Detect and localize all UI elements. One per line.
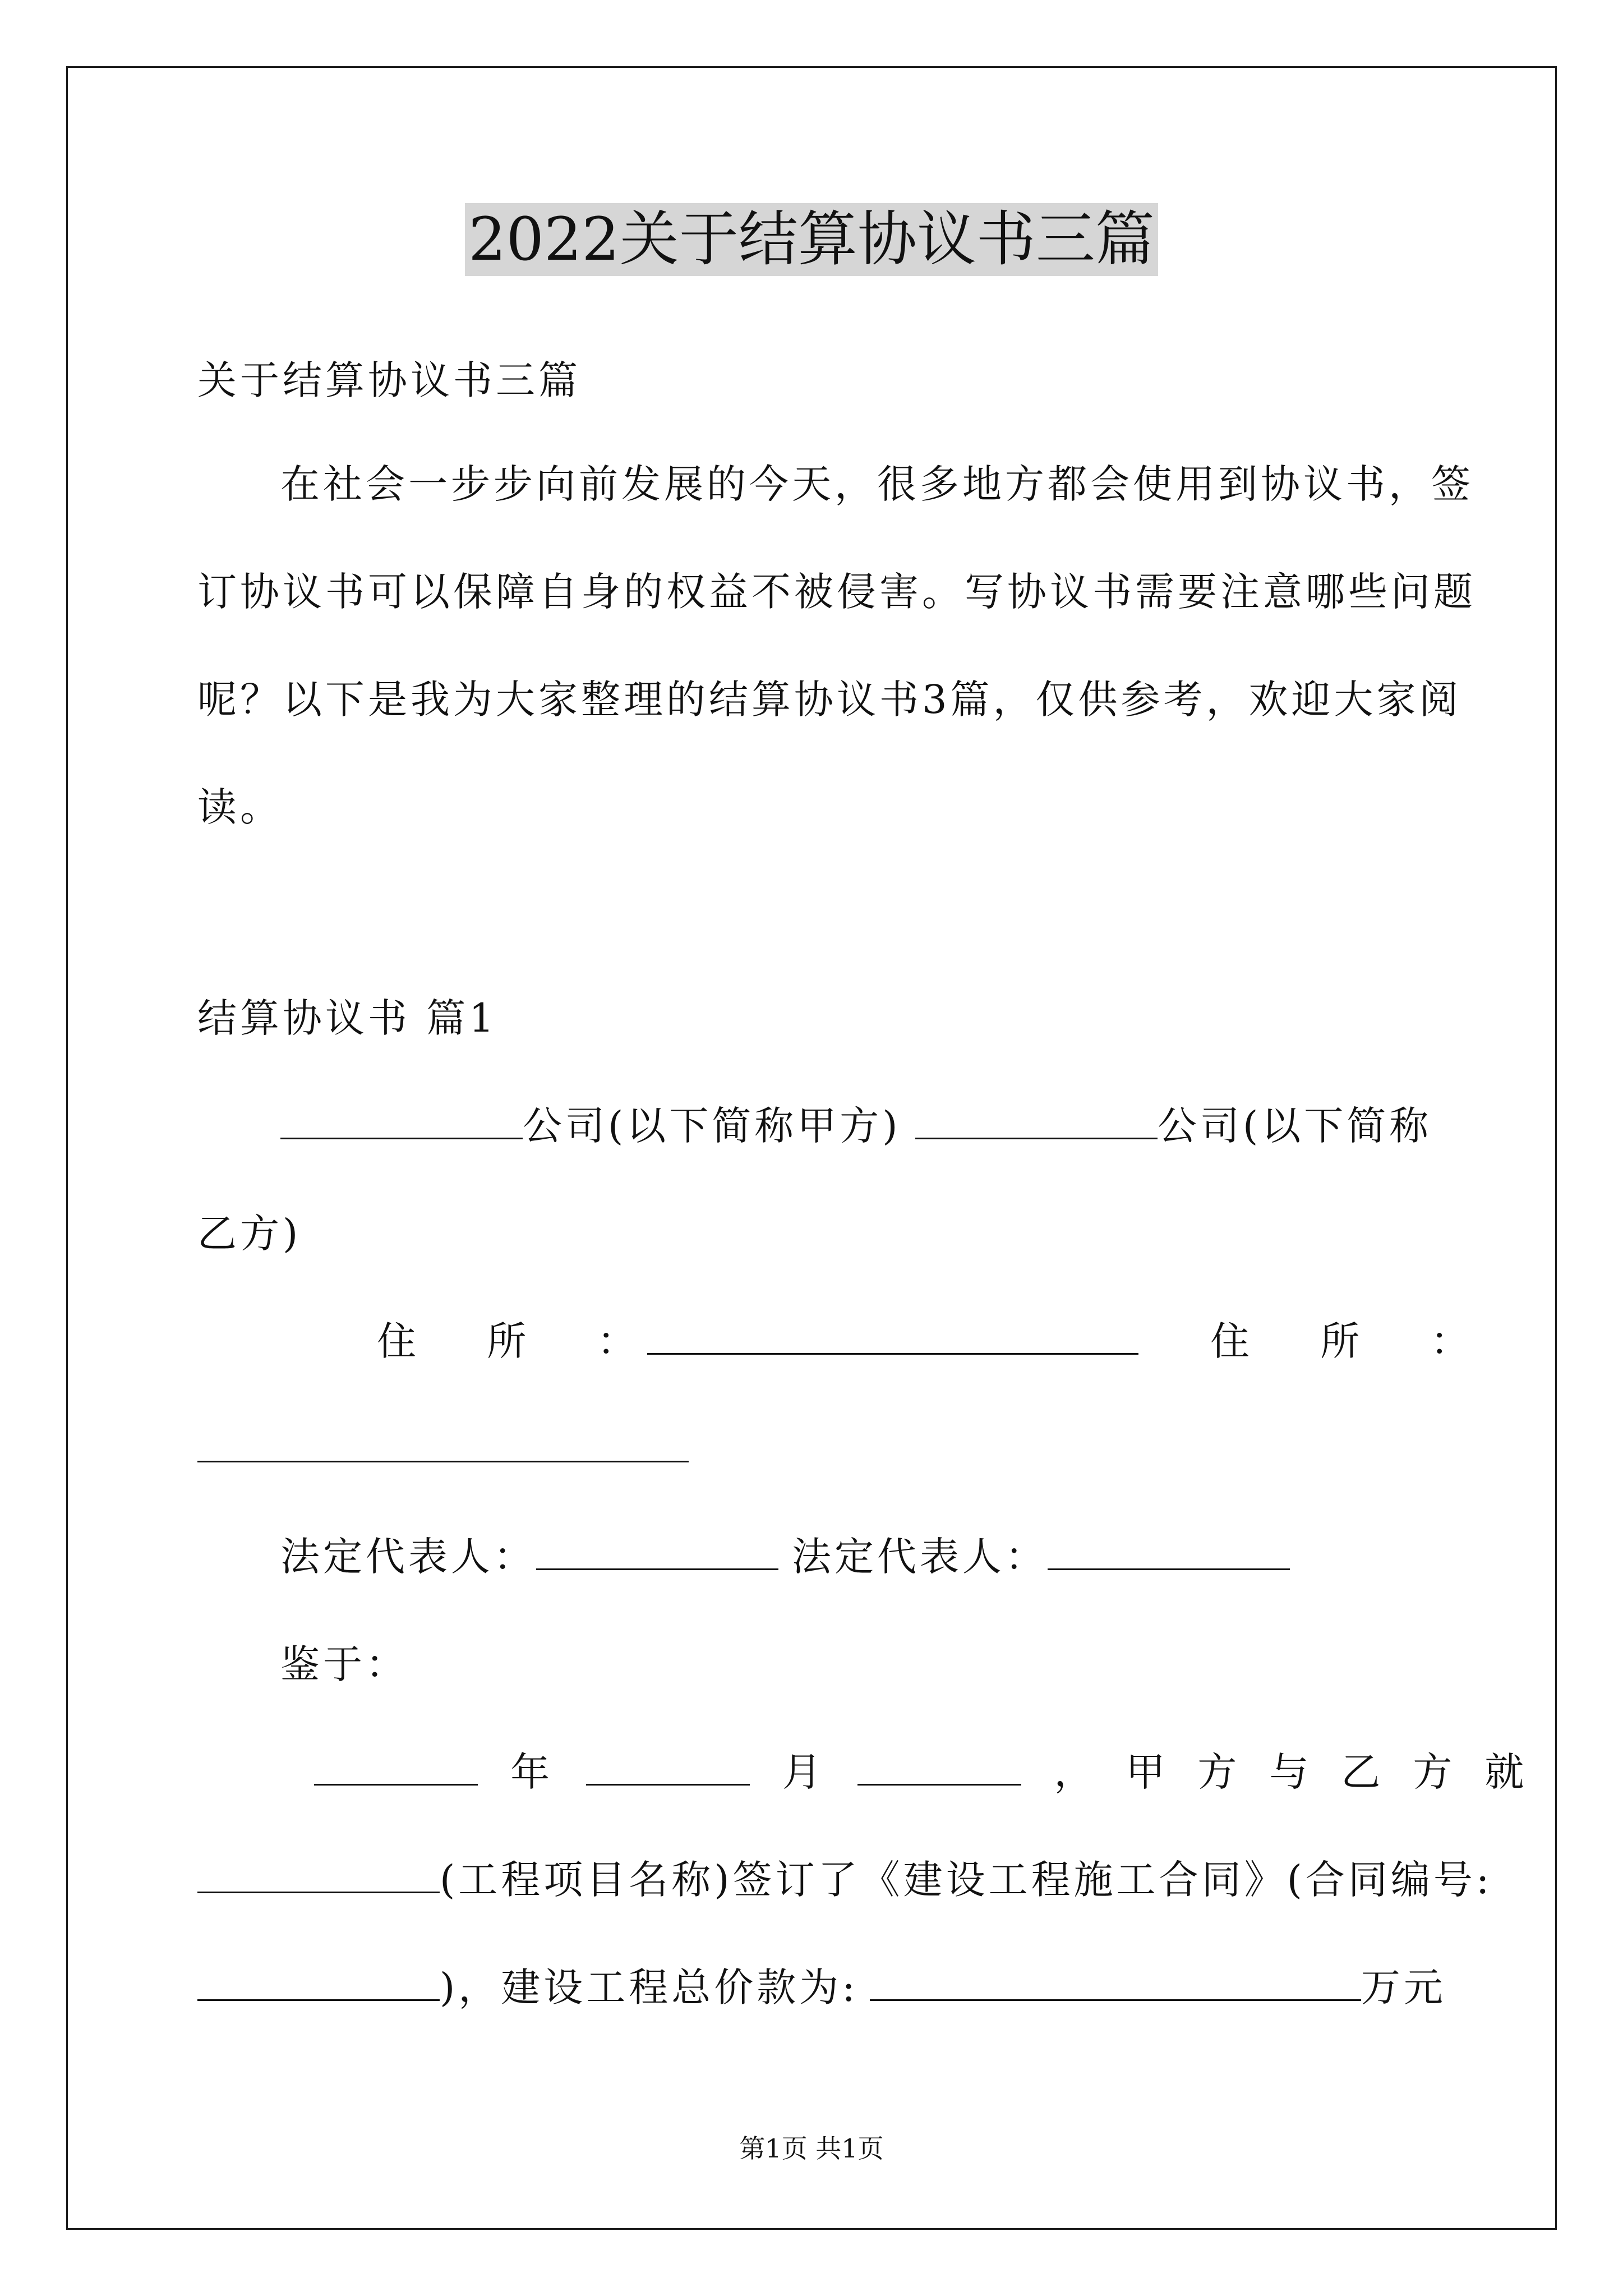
- address-blank-jia: [647, 1313, 1138, 1369]
- blank-total-price: [870, 1964, 1361, 2001]
- blank-legal-rep-jia: [536, 1534, 778, 1570]
- legal-rep-label-yi: 法定代表人：: [792, 1534, 1048, 1580]
- price-unit: 万元: [1361, 1964, 1446, 2010]
- party-yi-end: 乙方): [197, 1211, 302, 1257]
- party-jia-text: 公司(以下简称甲方): [523, 1103, 901, 1149]
- date-line: [314, 1744, 1556, 1800]
- blank-project-name: [197, 1857, 440, 1893]
- subtitle: 关于结算协议书三篇: [197, 357, 581, 403]
- document-title: 2022关于结算协议书三篇: [465, 203, 1158, 276]
- address-label-yi: 住 所 ：: [1210, 1318, 1499, 1364]
- blank-legal-rep-yi: [1048, 1534, 1290, 1570]
- blank-month: [586, 1749, 750, 1786]
- intro-line-4: 读。: [197, 784, 283, 830]
- party-jia: [280, 1098, 901, 1154]
- blank-contract-number: [197, 1964, 440, 2001]
- party-yi-text: 公司(以下简称: [1158, 1103, 1432, 1149]
- blank-address-yi: [197, 1426, 689, 1462]
- blank-company-yi: [915, 1103, 1158, 1139]
- blank-address-jia: [647, 1318, 1138, 1355]
- section-heading: 结算协议书 篇1: [197, 995, 497, 1041]
- blank-company-jia: [280, 1103, 523, 1139]
- legal-rep-jia: [280, 1529, 778, 1585]
- whereas-label: 鉴于：: [280, 1641, 408, 1687]
- price-line: [197, 1959, 1446, 2016]
- party-yi: [915, 1098, 1432, 1154]
- blank-day: [857, 1749, 1021, 1786]
- address-label-jia: 住 所 ：: [377, 1318, 666, 1364]
- intro-line-2: 订协议书可以保障自身的权益不被侵害。写协议书需要注意哪些问题: [197, 569, 1476, 615]
- month-label: 月: [782, 1749, 825, 1795]
- date-line-rest: ，甲方与乙方就: [1054, 1749, 1557, 1795]
- legal-rep-yi: [792, 1529, 1290, 1585]
- legal-rep-label-jia: 法定代表人：: [280, 1534, 536, 1580]
- page-footer: 第1页 共1页: [739, 2133, 884, 2164]
- intro-line-3: 呢？以下是我为大家整理的结算协议书3篇，仅供参考，欢迎大家阅: [197, 677, 1462, 723]
- intro-line-1: 在社会一步步向前发展的今天，很多地方都会使用到协议书，签: [280, 461, 1474, 507]
- year-label: 年: [510, 1749, 554, 1795]
- price-line-prefix: )，建设工程总价款为:: [440, 1964, 859, 2010]
- blank-year: [314, 1749, 478, 1786]
- address-blank-yi: [197, 1421, 689, 1477]
- contract-line: [197, 1852, 1493, 1908]
- contract-line-text: (工程项目名称)签订了《建设工程施工合同》(合同编号:: [440, 1857, 1493, 1903]
